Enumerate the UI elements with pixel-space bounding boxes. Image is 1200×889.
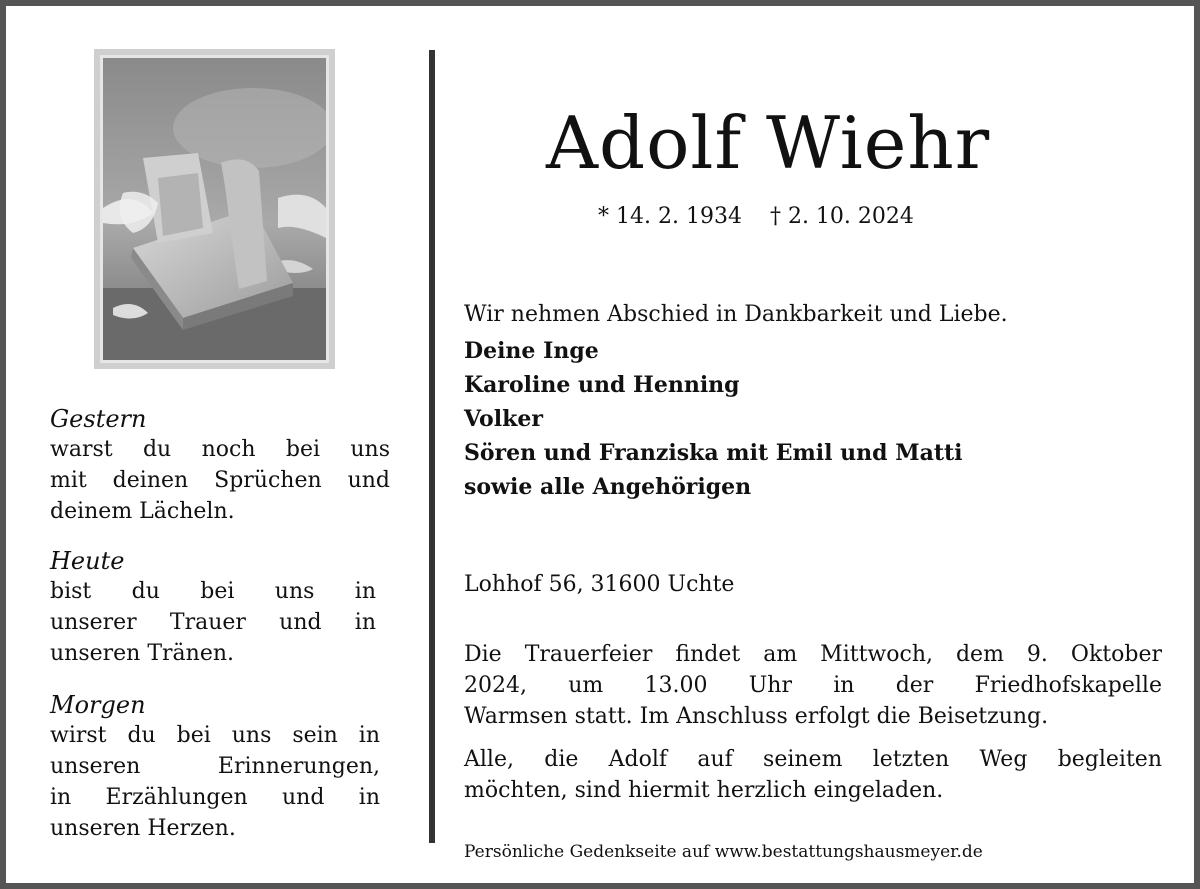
mourner-line: Karoline und Henning bbox=[464, 372, 740, 398]
poem-stanza-yesterday bbox=[50, 404, 390, 527]
address: Lohhof 56, 31600 Uchte bbox=[464, 572, 735, 597]
poem-line: deinem Lächeln. bbox=[50, 499, 235, 524]
poem-line: in Erzählungen und in bbox=[50, 785, 380, 810]
poem-line: unseren Erinnerungen, bbox=[50, 754, 380, 779]
deceased-name: Adolf Wiehr bbox=[546, 101, 991, 185]
poem-line: bist du bei uns in bbox=[50, 579, 376, 604]
poem-heading: Heute bbox=[50, 547, 125, 575]
ceremony-line: Warmsen statt. Im Anschluss erfolgt die Beisetzung. bbox=[464, 704, 1049, 729]
poem-line: mit deinen Sprüchen und bbox=[50, 468, 390, 493]
memorial-page-footer: Persönliche Gedenkseite auf www.bestattungshausmeyer.de bbox=[464, 842, 983, 862]
birth-date: * 14. 2. 1934 bbox=[598, 204, 742, 229]
mourner-line: Sören und Franziska mit Emil und Matti bbox=[464, 440, 963, 466]
mourner-line: sowie alle Angehörigen bbox=[464, 474, 752, 500]
mourners-list bbox=[464, 334, 1164, 504]
life-dates bbox=[598, 202, 914, 232]
poem-line: unseren Herzen. bbox=[50, 816, 236, 841]
farewell-text: Wir nehmen Abschied in Dankbarkeit und Liebe. bbox=[464, 302, 1008, 327]
poem-text bbox=[50, 434, 390, 527]
poem-heading: Morgen bbox=[50, 691, 146, 719]
mourner-line: Deine Inge bbox=[464, 338, 599, 364]
mourner-line: Volker bbox=[464, 406, 543, 432]
poem-text bbox=[50, 720, 380, 844]
ceremony-text bbox=[464, 639, 1162, 732]
memorial-photo bbox=[94, 49, 335, 369]
invitation-line: Alle, die Adolf auf seinem letzten Weg begleiten bbox=[464, 747, 1162, 772]
invitation-text bbox=[464, 744, 1162, 806]
vertical-divider bbox=[429, 50, 435, 843]
wood-plane-photo-icon bbox=[100, 55, 329, 363]
poem-stanza-tomorrow bbox=[50, 690, 380, 844]
death-date: † 2. 10. 2024 bbox=[769, 204, 914, 229]
poem-line: warst du noch bei uns bbox=[50, 437, 390, 462]
poem-text bbox=[50, 576, 376, 669]
ceremony-line: 2024, um 13.00 Uhr in der Friedhofskapelle bbox=[464, 673, 1162, 698]
poem-heading: Gestern bbox=[50, 405, 147, 433]
invitation-line: möchten, sind hiermit herzlich eingeladen. bbox=[464, 778, 944, 803]
poem-line: unseren Tränen. bbox=[50, 641, 235, 666]
poem-line: unserer Trauer und in bbox=[50, 610, 376, 635]
poem-line: wirst du bei uns sein in bbox=[50, 723, 380, 748]
ceremony-line: Die Trauerfeier findet am Mittwoch, dem 9. Oktober bbox=[464, 642, 1162, 667]
poem-stanza-today bbox=[50, 546, 376, 669]
